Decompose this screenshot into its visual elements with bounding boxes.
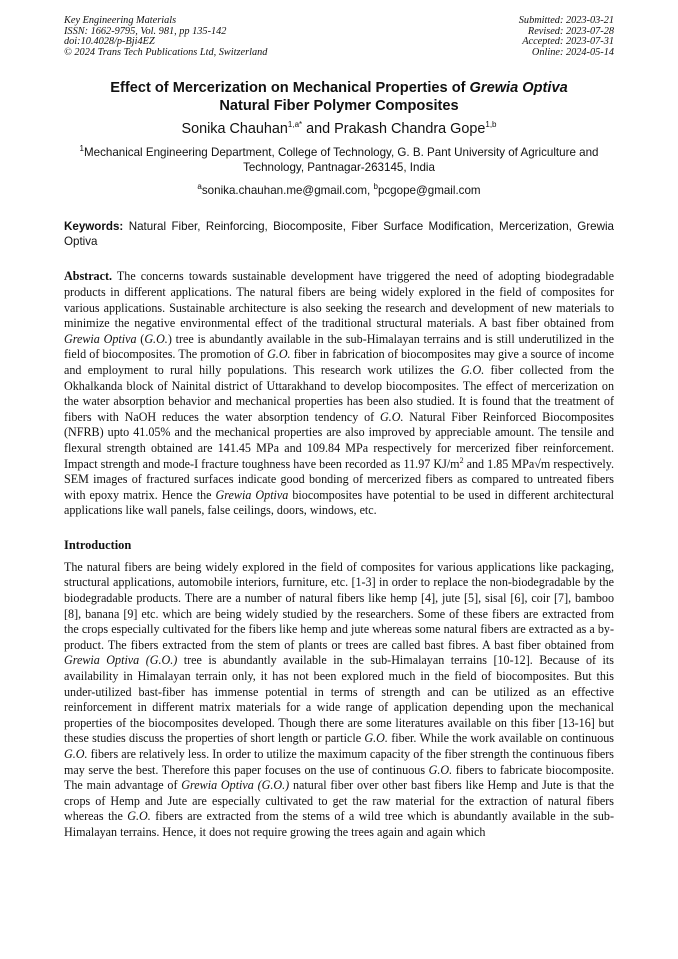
affiliation [64,145,614,175]
email-separator: , [367,184,374,198]
journal-header [64,16,614,58]
intro-text: tree is abundantly available in the sub-Himalayan terrains [10-12]. Because of its availability in Himalayan terrain only, it has not been explored much in the field of biocomposites. But this under-utilized bast-fiber has immense potential in terms of strength and can be utilized as an effective reinforcement in different matrix materials for a wide range of application depending upon the mechanical properties of the biocomposites developed. Though there are some literatures available on this fiber [13-16] but these studies discuss the properties of short length or particle [64,653,614,746]
intro-text: The natural fibers are being widely explored in the field of composites for various applications like packaging, structural applications, automobile interiors, furniture, etc. [1-3] in order to replace the non-biodegradable by the biodegradable products. There are a number of natural fibers like hemp [4], jute [5], sisal [6], coir [7], bamboo [8], banana [9] etc. which are being widely studied by the researchers. Some of these fibers are extracted from the crops especially cultivated for the fibers like hemp and jute whereas some natural fibers are extracted as a by-product. The fibers extracted from the stem of plants or trees are called bast fibres. A bast fiber obtained from [64,559,614,652]
abstract-text: fiber in fabrication of biocomposites may give a source of income and employment to rural hilly populations. This research work utilizes the [64,347,614,377]
author-2-affil: 1,b [485,120,497,130]
accepted-date: Accepted: 2023-07-31 [522,36,614,48]
species-abbrev: G.O. [364,731,388,746]
affiliation-text: Mechanical Engineering Department, College of Technology, G. B. Pant University of Agriculture and Technology, Pantnagar-263145, India [83,146,599,175]
intro-text: natural fiber over other bast fibers like Hemp and Jute is that the crops of Hemp and Jute are especially cultivated to get the raw material for the extraction of natural fibers whereas the [64,778,614,824]
abstract [64,269,614,519]
species-name: Grewia Optiva (G.O.) [64,653,178,668]
paper-title [64,79,614,115]
journal-name: Key Engineering Materials [64,15,177,26]
abstract-text: Natural Fiber Reinforced Biocomposites (NFRB) upto 41.05% and the mechanical properties are also improved by appreciable amount. The tensile and flexural strength obtained are 141.45 MPa and 109.84 MPa respectively for mercerized fiber reinforcement. Impact strength and mode-I fracture toughness have been recorded as 11.97 KJ/m [64,409,614,471]
intro-text: fibers to fabricate biocomposite. The main advantage of [64,762,614,793]
online-date: Online: 2024-05-14 [531,46,614,58]
species-abbrev: G.O. [267,347,291,362]
abstract-text: The concerns towards sustainable development have triggered the need of adopting biodegradable products in different applications. The natural fibers are being widely explored in the field of composites for various applications. Sustainable architecture is also seeking the research and development of new materials to minimize the negative environmental effect of the traditional structural materials. A bast fiber obtained from [64,269,614,331]
abstract-text: fiber collected from the Okhalkanda block of Nainital district of Uttarakhand to develop biocomposites. The effect of mercerization on the water absorption behavior and mechanical properties has been also studied. It is found that the treatment of fibers with NaOH reduces the water absorption tendency of [64,362,614,424]
issn-line: ISSN: 1662-9795, Vol. 981, pp 135-142 [64,25,227,37]
abstract-text: ( [136,331,145,346]
submitted-date: Submitted: 2023-03-21 [518,15,614,26]
introduction-heading: Introduction [64,537,132,552]
abstract-text: ) tree is abundantly available in the sub-Himalayan terrains and is still underutilized in the field of biocomposites. The promotion of [64,331,615,362]
species-name: Grewia Optiva [215,487,289,502]
author-emails [64,183,614,198]
species-name: Grewia Optiva (G.O.) [181,778,290,793]
superscript: 2 [459,455,464,465]
species-abbrev: G.O. [144,331,168,346]
introduction-body [64,560,614,841]
doi-link[interactable]: doi:10.4028/p-Bji4EZ [64,36,155,48]
publication-info [64,16,267,58]
species-abbrev: G.O. [127,809,151,824]
species-name: Grewia Optiva [64,331,137,346]
abstract-label: Abstract. [64,269,113,284]
revised-date: Revised: 2023-07-28 [527,25,614,37]
keywords-text: Natural Fiber, Reinforcing, Biocomposite, Fiber Surface Modification, Mercerization, Grewia Optiva [64,220,614,249]
abstract-text: and 1.85 MPa√m respectively. SEM images of fractured surfaces indicate good bonding of mercerized fibers as compared to untreated fibers with epoxy matrix. Hence the [64,456,614,502]
species-abbrev: G.O. [428,762,453,777]
publication-dates [519,16,614,58]
title-part1: Effect of Mercerization on Mechanical Properties of [110,80,470,97]
email-b-link[interactable]: pcgope@gmail.com [377,184,481,198]
copyright-line: © 2024 Trans Tech Publications Ltd, Switzerland [64,46,268,58]
intro-text: fibers are relatively less. In order to utilize the maximum capacity of the fiber strength the continuous fibers may serve the best. Therefore this paper focuses on the use of continuous [64,747,614,777]
author-joiner: and [302,121,335,138]
email-a-link[interactable]: sonika.chauhan.me@gmail.com [201,184,368,198]
abstract-text: biocomposites have potential to be used in different architectural applications like wall panels, false ceilings, doors, windows, etc. [64,487,614,518]
title-species: Grewia Optiva [469,80,568,97]
intro-text: fibers are extracted from the stems of a wild tree which is abundantly available in the sub-Himalayan terrains. Hence, it does not require growing the trees again and again which [64,809,614,839]
affiliation-marker: 1 [79,144,84,154]
author-2: Prakash Chandra Gope [334,121,486,138]
author-1: Sonika Chauhan [181,121,288,138]
email-a-marker: a [197,182,202,192]
species-abbrev: G.O. [64,747,88,761]
species-abbrev: G.O. [460,362,485,377]
author-1-affil: 1,a* [287,120,303,130]
keywords [64,219,614,249]
author-list [64,120,614,138]
keywords-label: Keywords: [64,220,124,234]
species-abbrev: G.O. [379,409,404,424]
email-b-marker: b [373,182,378,192]
title-part2: Natural Fiber Polymer Composites [219,98,459,115]
intro-text: fiber. While the work available on continuous [387,731,614,746]
